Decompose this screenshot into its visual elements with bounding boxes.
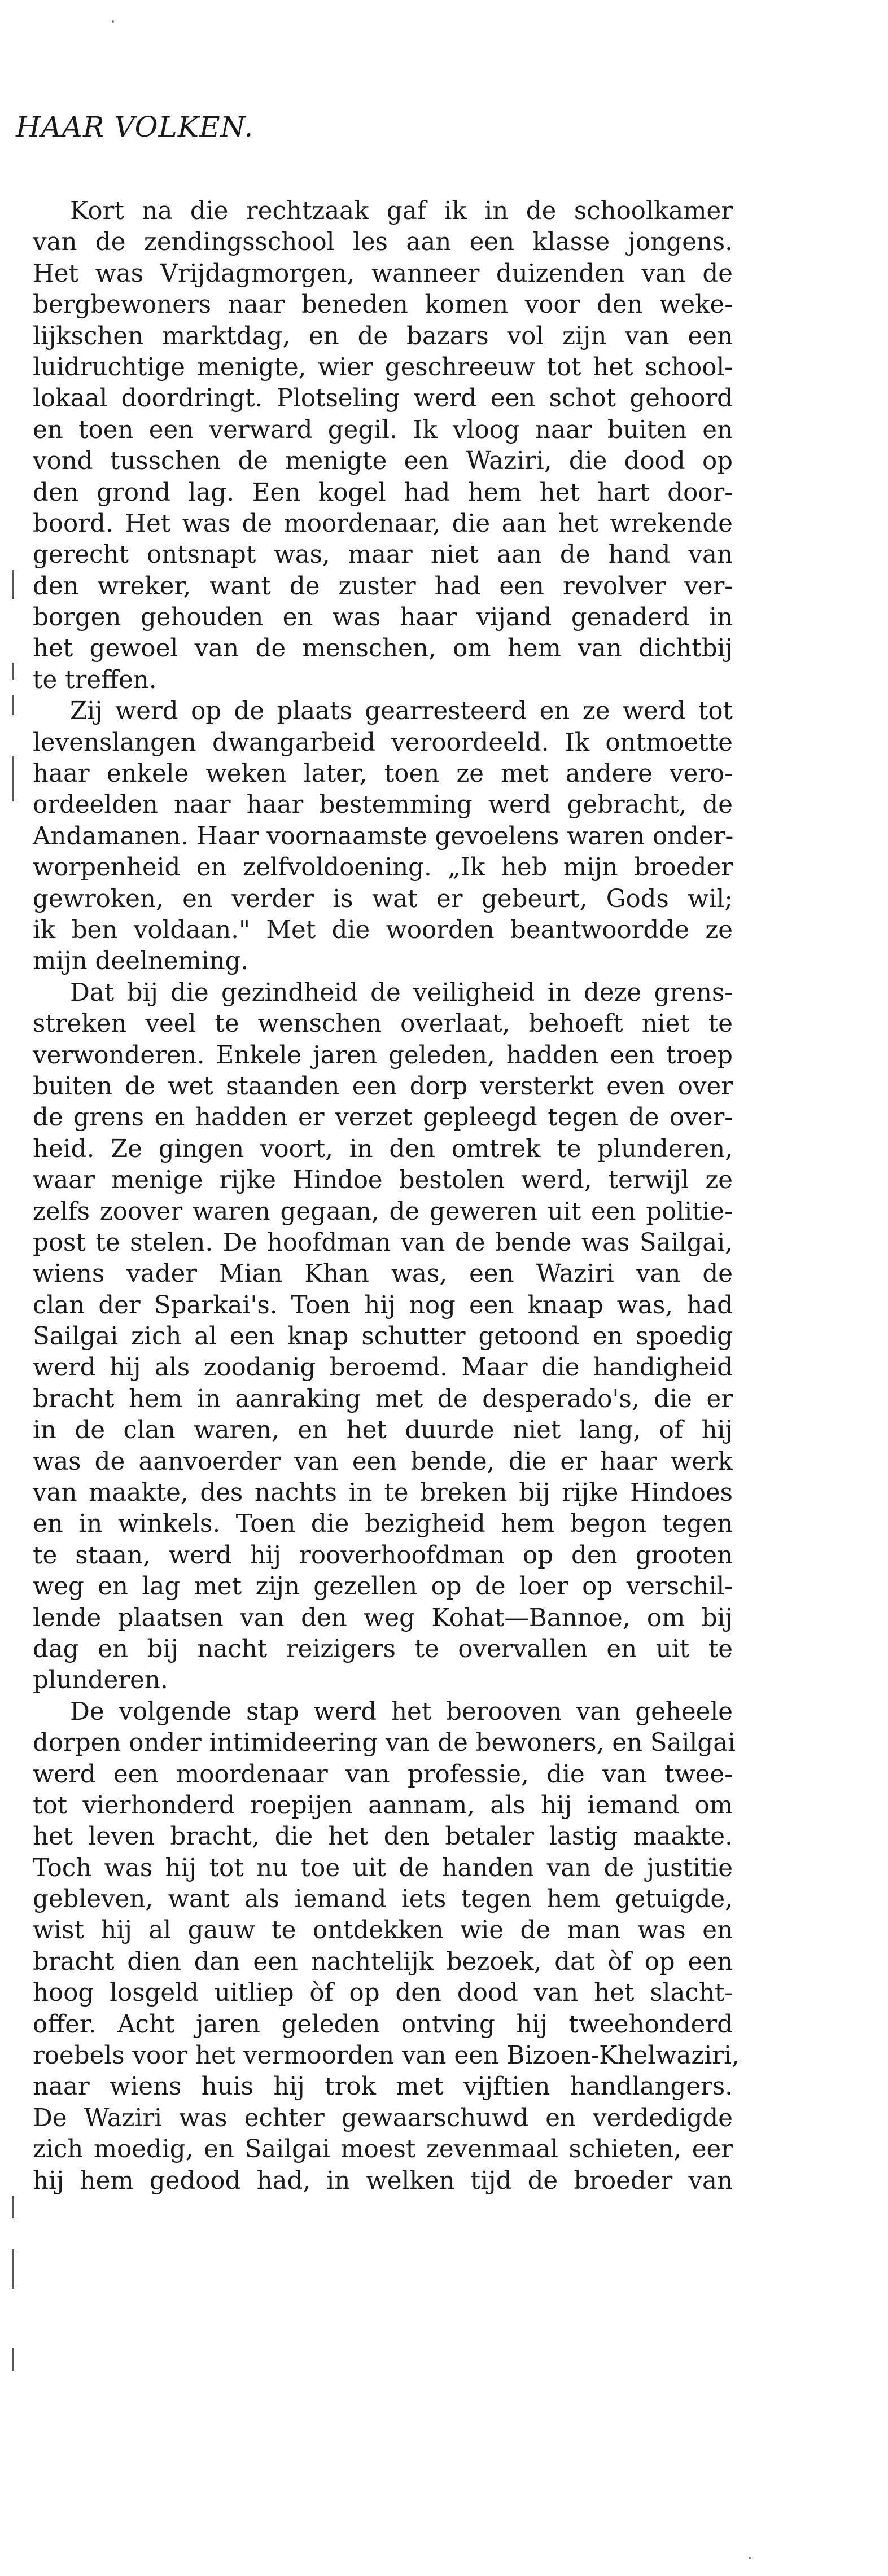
scan-mark bbox=[12, 695, 14, 715]
text-line: haar enkele weken later, toen ze met andere vero- bbox=[33, 760, 733, 788]
text-line: lijkschen marktdag, en de bazars vol zijn van een bbox=[33, 322, 733, 351]
text-line: de grens en hadden er verzet gepleegd tegen de over- bbox=[33, 1103, 733, 1132]
text-line: luidruchtige menigte, wier geschreeuw tot het school- bbox=[33, 353, 733, 382]
text-line: zelfs zoover waren gegaan, de geweren uit een politie- bbox=[33, 1197, 733, 1226]
text-line: buiten de wet staanden een dorp versterkt even over bbox=[33, 1072, 733, 1101]
text-line: het leven bracht, die het den betaler lastig maakte. bbox=[33, 1823, 733, 1851]
text-line: te treffen. bbox=[33, 665, 157, 694]
text-line: Zij werd op de plaats gearresteerd en ze werd tot bbox=[70, 697, 733, 726]
text-line: weg en lag met zijn gezellen op de loer op verschil- bbox=[33, 1572, 733, 1601]
text-line: en toen een verward gegil. Ik vloog naar buiten en bbox=[33, 415, 733, 444]
text-line: bergbewoners naar beneden komen voor den weke- bbox=[33, 291, 733, 319]
text-line: het gewoel van de menschen, om hem van dichtbij bbox=[33, 634, 733, 663]
text-line: dag en bij nacht reizigers te overvallen en uit te bbox=[33, 1635, 733, 1663]
text-line: post te stelen. De hoofdman van de bende was Sailgai, bbox=[33, 1228, 733, 1257]
text-line: Kort na die rechtzaak gaf ik in de schoolkamer bbox=[70, 197, 733, 225]
scan-mark bbox=[12, 2196, 14, 2218]
scan-mark bbox=[12, 570, 14, 599]
scan-mark bbox=[12, 663, 14, 680]
text-line: den grond lag. Een kogel had hem het hart door- bbox=[33, 478, 733, 507]
text-line: offer. Acht jaren geleden ontving hij tweehonderd bbox=[33, 2010, 733, 2039]
text-line: den wreker, want de zuster had een revolver ver- bbox=[33, 572, 733, 601]
text-line: werd hij als zoodanig beroemd. Maar die handigheid bbox=[33, 1353, 733, 1382]
text-line: werd een moordenaar van professie, die van twee- bbox=[33, 1760, 733, 1789]
text-line: gerecht ontsnapt was, maar niet aan de hand van bbox=[33, 541, 733, 569]
text-line: plunderen. bbox=[33, 1666, 168, 1695]
text-line: vond tusschen de menigte een Waziri, die dood op bbox=[33, 447, 733, 476]
text-line: Andamanen. Haar voornaamste gevoelens waren onder- bbox=[33, 822, 734, 851]
text-line: tot vierhonderd roepijen aannam, als hij iemand om bbox=[33, 1791, 733, 1820]
text-line: De Waziri was echter gewaarschuwd en verdedigde bbox=[33, 2104, 733, 2132]
text-line: te staan, werd hij rooverhoofdman op den grooten bbox=[33, 1541, 733, 1570]
scan-dot bbox=[749, 2557, 751, 2559]
text-line: heid. Ze gingen voort, in den omtrek te plunderen, bbox=[33, 1134, 733, 1163]
text-line: van de zendingsschool les aan een klasse jongens. bbox=[33, 228, 733, 257]
text-line: van maakte, des nachts in te breken bij rijke Hindoes bbox=[33, 1479, 733, 1508]
scan-mark bbox=[12, 756, 14, 801]
text-line: gebleven, want als iemand iets tegen hem getuigde, bbox=[33, 1885, 733, 1914]
text-line: worpenheid en zelfvoldoening. „Ik heb mijn broeder bbox=[33, 853, 733, 882]
text-line: lende plaatsen van den weg Kohat—Bannoe, om bij bbox=[33, 1604, 733, 1632]
scan-mark bbox=[12, 2249, 14, 2289]
text-line: hij hem gedood had, in welken tijd de broeder van bbox=[33, 2166, 733, 2195]
text-line: Dat bij die gezindheid de veiligheid in deze grens- bbox=[70, 978, 733, 1007]
text-line: bracht dien dan een nachtelijk bezoek, dat òf op een bbox=[33, 1947, 733, 1976]
text-line: in de clan waren, en het duurde niet lang, of hij bbox=[33, 1416, 733, 1445]
text-line: ordeelden naar haar bestemming werd gebracht, de bbox=[33, 791, 733, 820]
text-line: streken veel te wenschen overlaat, behoeft niet te bbox=[33, 1010, 733, 1039]
text-line: was de aanvoerder van een bende, die er haar werk bbox=[33, 1447, 733, 1476]
text-line: Sailgai zich al een knap schutter getoond en spoedig bbox=[33, 1322, 733, 1351]
text-line: hoog losgeld uitliep òf op den dood van het slacht- bbox=[33, 1979, 733, 2008]
text-line: mijn deelneming. bbox=[33, 947, 249, 976]
text-line: Toch was hij tot nu toe uit de handen van de justitie bbox=[33, 1854, 733, 1882]
text-line: wiens vader Mian Khan was, een Waziri van de bbox=[33, 1260, 733, 1289]
text-line: boord. Het was de moordenaar, die aan het wrekende bbox=[33, 509, 733, 538]
scan-dot bbox=[112, 20, 114, 23]
text-line: levenslangen dwangarbeid veroordeeld. Ik ontmoette bbox=[33, 728, 733, 757]
text-line: bracht hem in aanraking met de desperado's, die er bbox=[33, 1385, 733, 1413]
text-line: verwonderen. Enkele jaren geleden, hadden een troep bbox=[33, 1041, 733, 1070]
text-line: waar menige rijke Hindoe bestolen werd, terwijl ze bbox=[33, 1166, 733, 1195]
text-line: wist hij al gauw te ontdekken wie de man was en bbox=[33, 1916, 733, 1945]
text-line: De volgende stap werd het berooven van geheele bbox=[70, 1697, 733, 1726]
text-line: dorpen onder intimideering van de bewoners, en Sailgai bbox=[33, 1729, 736, 1758]
text-line: ik ben voldaan." Met die woorden beantwoordde ze bbox=[33, 915, 733, 944]
text-line: gewroken, en verder is wat er gebeurt, Gods wil; bbox=[33, 884, 733, 913]
text-line: naar wiens huis hij trok met vijftien handlangers. bbox=[33, 2073, 733, 2101]
text-line: zich moedig, en Sailgai moest zevenmaal schieten, eer bbox=[33, 2135, 733, 2164]
text-line: lokaal doordringt. Plotseling werd een schot gehoord bbox=[33, 384, 733, 413]
scan-mark bbox=[12, 2348, 14, 2371]
running-head: HAAR VOLKEN. bbox=[16, 111, 254, 143]
text-line: en in winkels. Toen die bezigheid hem begon tegen bbox=[33, 1510, 733, 1539]
text-line: roebels voor het vermoorden van een Bizoen-Khelwaziri, bbox=[33, 2041, 740, 2070]
body-text bbox=[33, 196, 740, 2197]
text-line: Het was Vrijdagmorgen, wanneer duizenden van de bbox=[33, 259, 733, 288]
text-line: clan der Sparkai's. Toen hij nog een knaap was, had bbox=[33, 1291, 733, 1320]
text-line: borgen gehouden en was haar vijand genaderd in bbox=[33, 603, 733, 632]
